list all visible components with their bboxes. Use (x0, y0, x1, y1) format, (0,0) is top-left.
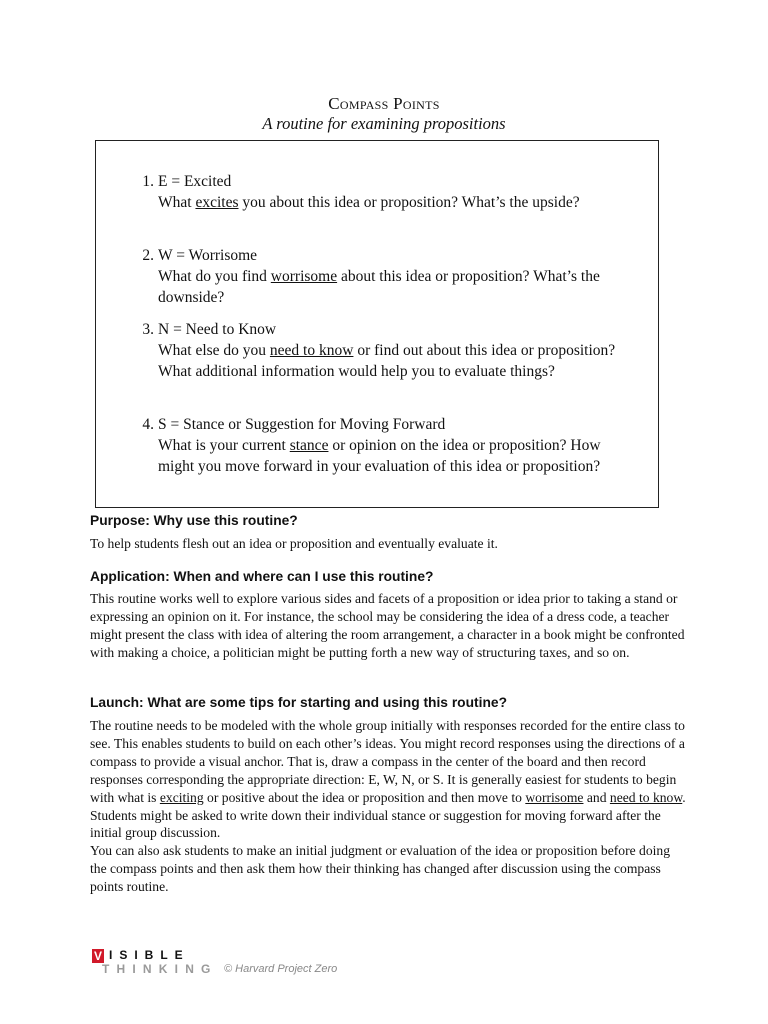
application-heading: Application: When and where can I use this routine? (90, 569, 434, 584)
step-item-excited (136, 171, 616, 213)
purpose-heading: Purpose: Why use this routine? (90, 513, 298, 528)
application-text: This routine works well to explore various sides and facets of a proposition or idea prior to taking a stand or expressing an opinion on it. For instance, the school may be considering the idea of a dress code, a teacher might present the class with idea of altering the room arrangement, a character in a book might be confronted with making a choice, a politician might be putting forth a new way of structuring taxes, and so on. (90, 591, 685, 660)
launch-text (90, 717, 690, 896)
launch-paragraph-2: You can also ask students to make an initial judgment or evaluation of the idea or proposition before doing the compass points and then ask them how their thinking has changed after discussion using the compass points routine. (90, 843, 671, 895)
step-question: What is your current stance or opinion on the idea or proposition? How might you move forward in your evaluation of this idea or proposition? (158, 437, 601, 475)
underlined-keyword: worrisome (525, 789, 584, 805)
step-number: 4. (142, 416, 154, 433)
underlined-keyword: need to know (609, 789, 683, 805)
purpose-text: To help students flesh out an idea or proposition and eventually evaluate it. (90, 536, 498, 551)
step-question: What excites you about this idea or proposition? What’s the upside? (158, 194, 580, 211)
step-heading: E = Excited (158, 173, 232, 190)
logo-text-thinking: THINKING (102, 962, 218, 976)
steps-box (95, 140, 659, 508)
step-number: 2. (142, 247, 154, 264)
underlined-keyword: worrisome (270, 268, 338, 285)
underlined-keyword: need to know (269, 342, 354, 359)
visible-thinking-logo: V (93, 949, 102, 963)
step-heading: N = Need to Know (158, 321, 277, 338)
step-heading: S = Stance or Suggestion for Moving Forward (158, 416, 446, 433)
launch-paragraph-1: The routine needs to be modeled with the whole group initially with responses recorded for the entire class to see. This enables students to build on each other’s ideas. You might record responses using the directions of a compass to provide a visual anchor. That is, draw a compass in the center of the board and then record responses corresponding the appropriate direction: E, W, N, or S. It is generally easiest for students to begin with what is exciting or positive about the idea or proposition and then move to worrisome and need to know. Students might be asked to write down their individual stance or suggestion for moving forward after the initial group discussion. (90, 718, 686, 841)
underlined-keyword: stance (289, 437, 329, 454)
step-question: What else do you need to know or find out about this idea or proposition? What additional information would help you to evaluate things? (158, 342, 616, 380)
page-title: Compass Points (328, 94, 440, 113)
step-item-worrisome (136, 245, 616, 308)
page-subtitle: A routine for examining propositions (262, 114, 506, 133)
step-number: 1. (142, 173, 154, 190)
step-item-need-to-know (136, 319, 616, 382)
copyright-text: © Harvard Project Zero (224, 963, 338, 975)
launch-heading: Launch: What are some tips for starting and using this routine? (90, 695, 507, 710)
step-heading: W = Worrisome (158, 247, 258, 264)
footer (90, 948, 490, 978)
underlined-keyword: exciting (159, 789, 204, 805)
step-number: 3. (142, 321, 154, 338)
underlined-keyword: excites (195, 194, 239, 211)
logo-text-visible: ISIBLE (109, 948, 190, 962)
step-question: What do you find worrisome about this idea or proposition? What’s the downside? (158, 268, 600, 306)
step-item-stance (136, 414, 616, 477)
